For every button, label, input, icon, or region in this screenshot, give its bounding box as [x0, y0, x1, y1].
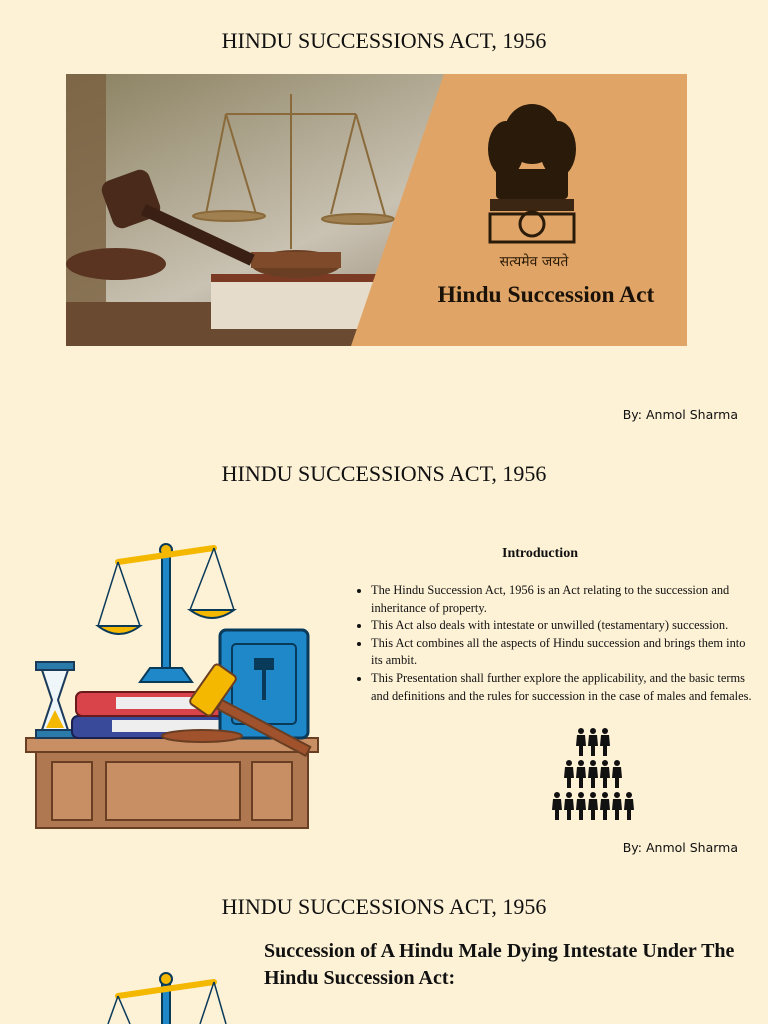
person-figure — [600, 728, 610, 756]
slide3-title: HINDU SUCCESSIONS ACT, 1956 — [221, 894, 547, 919]
person-figure — [588, 792, 598, 820]
title-banner — [66, 74, 687, 346]
slide2-author: By: Anmol Sharma — [622, 840, 738, 855]
slide1-title: HINDU SUCCESSIONS ACT, 1956 — [221, 28, 547, 53]
justice-illustration — [22, 540, 324, 830]
person-figure — [576, 760, 586, 788]
intro-bullet-list — [354, 582, 756, 705]
people-pyramid-icon — [548, 726, 638, 824]
banner-motto: सत्यमेव जयते — [499, 254, 569, 270]
hourglass-icon — [36, 662, 74, 738]
intro-bullet: • This Act combines all the aspects of Hindu succession and brings them into its ambit. — [371, 635, 756, 670]
person-figure — [624, 792, 634, 820]
person-figure — [612, 760, 622, 788]
person-figure — [552, 792, 562, 820]
slide3-heading: Succession of A Hindu Male Dying Intestate Under The Hindu Succession Act: — [264, 940, 735, 989]
intro-bullet: • This Presentation shall further explore the applicability, and the basic terms and definitions and the rules for succession in the case of males and females. — [371, 670, 756, 705]
person-figure — [564, 792, 574, 820]
person-figure — [576, 728, 586, 756]
intro-bullet: • The Hindu Succession Act, 1956 is an Act relating to the succession and inheritance of property. — [371, 582, 756, 617]
slide1-author: By: Anmol Sharma — [622, 407, 738, 422]
person-figure — [588, 728, 598, 756]
person-figure — [588, 760, 598, 788]
person-figure — [600, 760, 610, 788]
intro-bullet: • This Act also deals with intestate or unwilled (testamentary) succession. — [371, 617, 756, 635]
person-figure — [564, 760, 574, 788]
scales-of-justice-icon — [98, 544, 234, 682]
slide2-title: HINDU SUCCESSIONS ACT, 1956 — [221, 461, 547, 486]
intro-heading: Introduction — [502, 546, 578, 561]
scales-of-justice-icon — [100, 972, 240, 1024]
banner-title: Hindu Succession Act — [437, 282, 655, 308]
person-figure — [600, 792, 610, 820]
person-figure — [576, 792, 586, 820]
person-figure — [612, 792, 622, 820]
